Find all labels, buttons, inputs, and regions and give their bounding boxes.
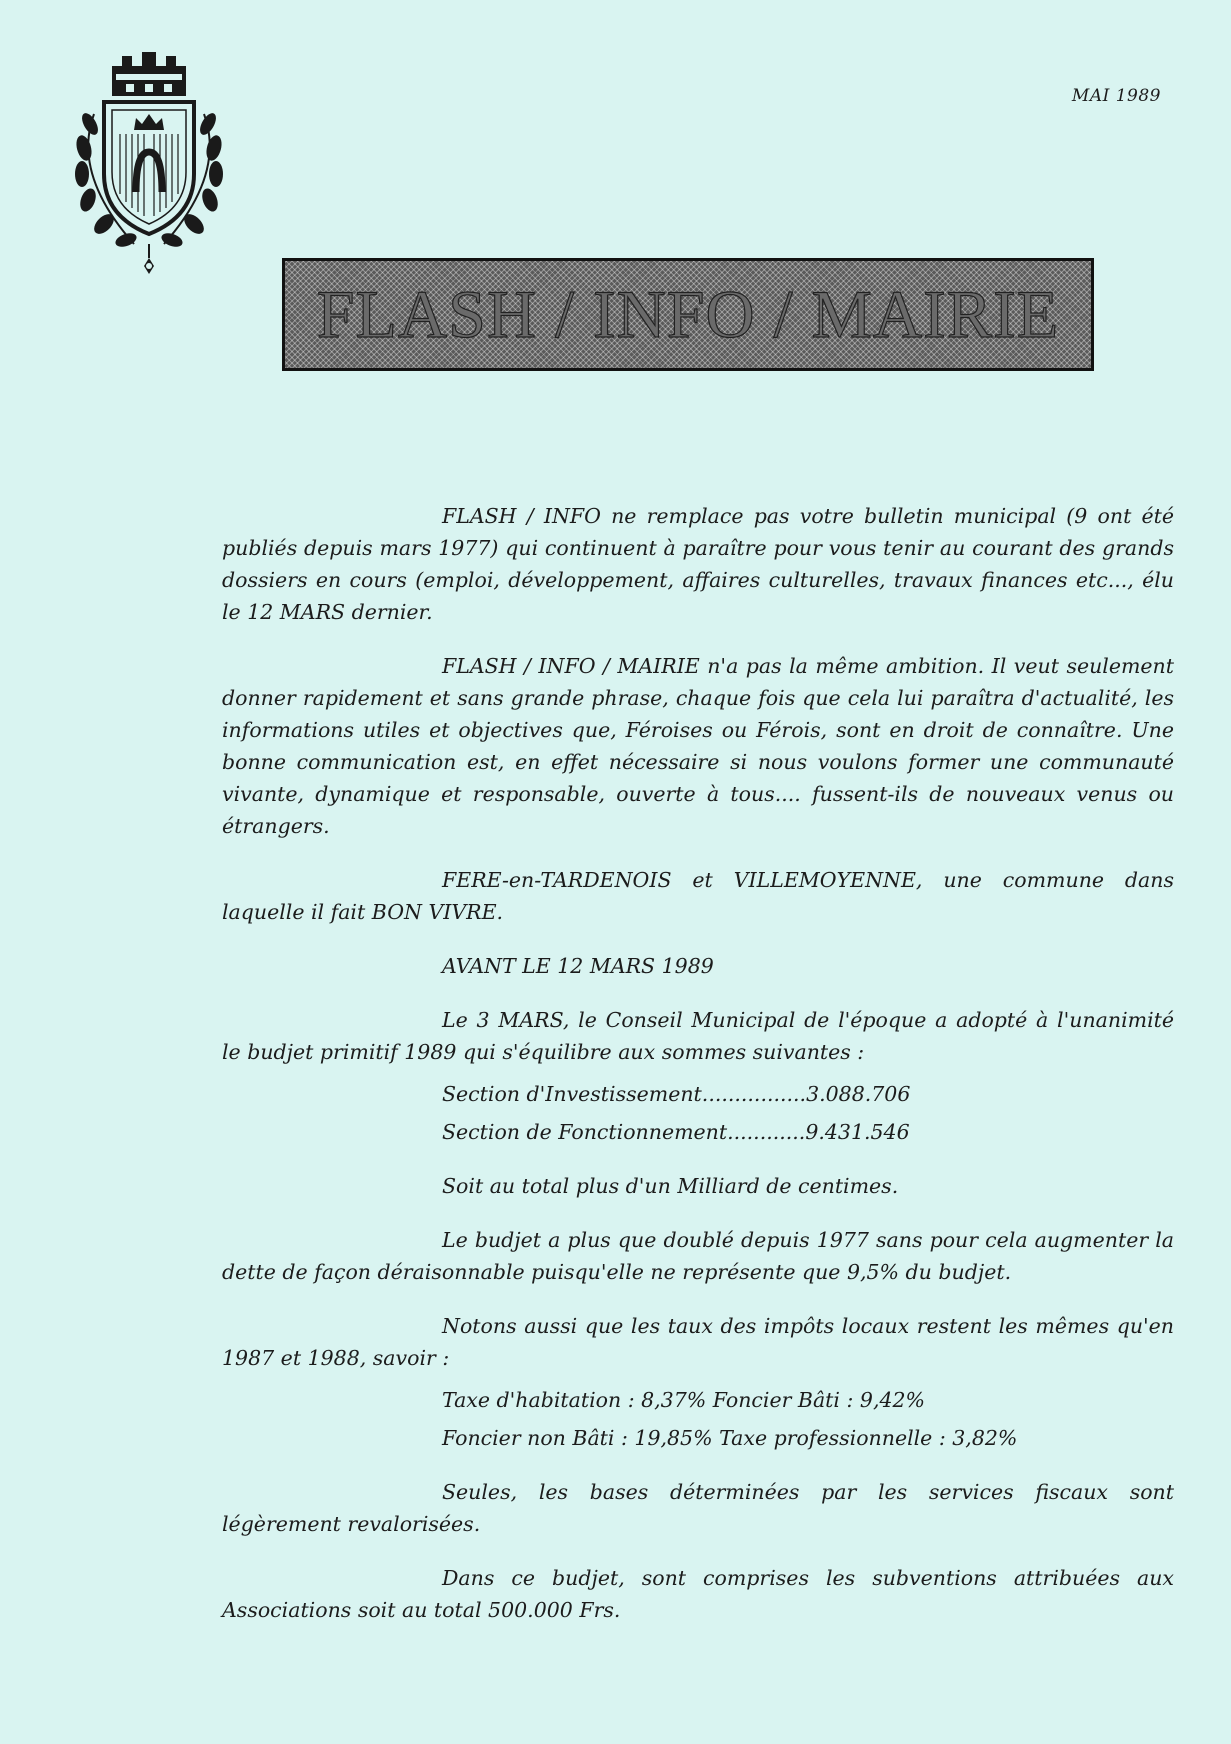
paragraph-budget-intro: Le 3 MARS, le Conseil Municipal de l'époque a adopté à l'unanimité le budjet primitif 1989 qui s'équilibre aux sommes suivantes : [222,1008,1174,1064]
paragraph-bon-vivre: FERE-en-TARDENOIS et VILLEMOYENNE, une commune dans laquelle il fait BON VIVRE. [222,868,1174,924]
budget-line-fonctionnement [442,1116,1174,1148]
paragraph-subventions: Dans ce budjet, sont comprises les subventions attribuées aux Associations soit au total 500.000 Frs. [222,1566,1174,1622]
taxes-line-1: Taxe d'habitation : 8,37% Foncier Bâti : 9,42% [442,1388,926,1412]
paragraph-taux: Notons aussi que les taux des impôts locaux restent les mêmes qu'en 1987 et 1988, savoir : [222,1314,1174,1370]
banner-title: FLASH / INFO / MAIRIE [316,276,1060,352]
paragraph-ambition: FLASH / INFO / MAIRIE n'a pas la même ambition. Il veut seulement donner rapidement et sans grande phrase, chaque fois que cela lui paraîtra d'actualité, les informations utiles et objectives que, Féroises ou Férois, sont en droit de connaître. Une bonne communication est, en effet nécessaire si nous voulons former une communauté vivante, dynamique et responsable, ouverte à tous.... fussent-ils de nouveaux venus ou étrangers. [222,654,1174,838]
paragraph-bases: Seules, les bases déterminées par les services fiscaux sont légèrement revalorisées. [222,1480,1174,1536]
section-heading: AVANT LE 12 MARS 1989 [442,954,714,978]
budget-line-investissement [442,1078,1174,1110]
document-body [222,500,1174,1648]
taxes-line-2: Foncier non Bâti : 19,85% Taxe professionnelle : 3,82% [442,1426,1018,1450]
paragraph-intro: FLASH / INFO ne remplace pas votre bulletin municipal (9 ont été publiés depuis mars 1977) qui continuent à paraître pour vous tenir au courant des grands dossiers en cours (emploi, développement, affaires culturelles, travaux finances etc..., élu le 12 MARS dernier. [222,504,1174,624]
budget-value: 3.088.706 [806,1082,911,1106]
coat-of-arms-icon [64,44,234,284]
budget-dots: ................ [701,1082,807,1106]
title-banner [282,258,1094,371]
budget-label: Section de Fonctionnement [442,1120,728,1144]
issue-date: MAI 1989 [1071,86,1161,106]
budget-value: 9.431.546 [805,1120,910,1144]
budget-dots: ............ [727,1120,806,1144]
paragraph-total: Soit au total plus d'un Milliard de centimes. [442,1174,899,1198]
budget-label: Section d'Investissement [442,1082,702,1106]
paragraph-dette: Le budjet a plus que doublé depuis 1977 sans pour cela augmenter la dette de façon déraisonnable puisqu'elle ne représente que 9,5% du budjet. [222,1228,1174,1284]
